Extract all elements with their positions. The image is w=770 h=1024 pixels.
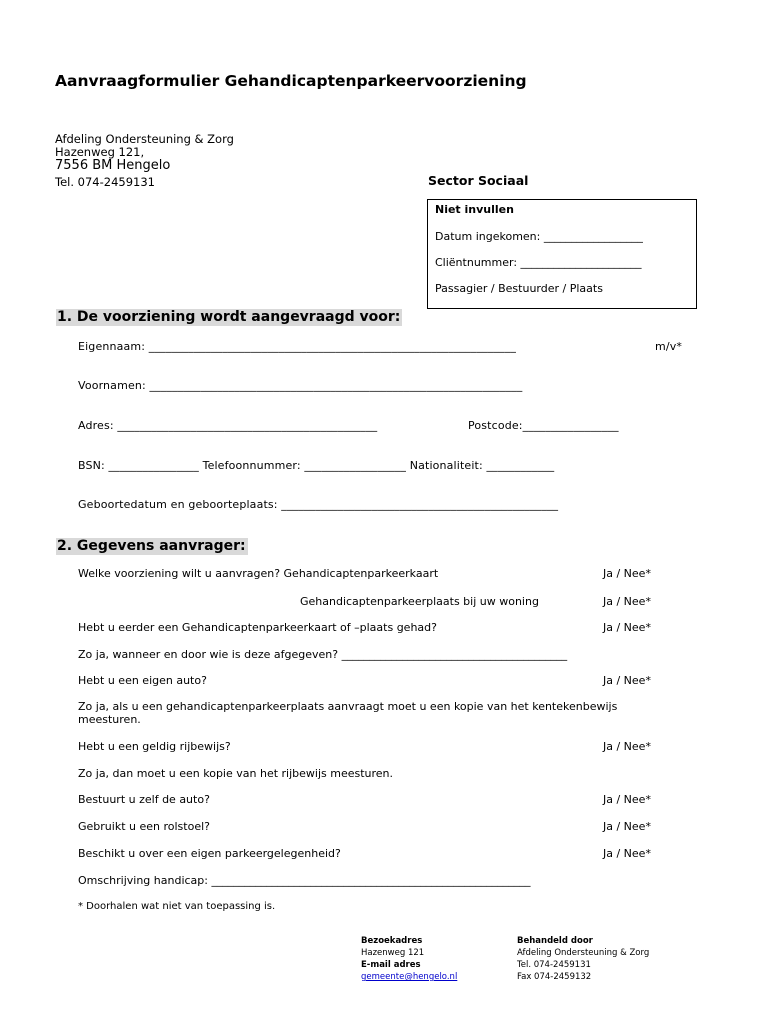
passenger-driver-place: Passagier / Bestuurder / Plaats: [435, 282, 603, 295]
birth-field[interactable]: Geboortedatum en geboorteplaats: _________________________________________________: [78, 498, 559, 511]
question-row: Bestuurt u zelf de auto?: [78, 793, 210, 806]
answer-option[interactable]: Ja / Nee*: [603, 595, 651, 608]
bsn-phone-nationality-fields[interactable]: BSN: ________________ Telefoonnummer: __________________ Nationaliteit: ____________: [78, 459, 555, 472]
handled-by-department: Afdeling Ondersteuning & Zorg: [517, 948, 650, 958]
form-title: Aanvraagformulier Gehandicaptenparkeervoorziening: [55, 72, 527, 90]
address-field[interactable]: Adres: ______________________________________________: [78, 419, 378, 432]
handled-by-phone: Tel. 074-2459131: [517, 960, 591, 970]
question-row: Hebt u een eigen auto?: [78, 674, 207, 687]
issued-by-field[interactable]: Zo ja, wanneer en door wie is deze afgegeven? _________________________________________: [78, 648, 568, 661]
info-text: Zo ja, dan moet u een kopie van het rijbewijs meesturen.: [78, 767, 394, 780]
question-row: Beschikt u over een eigen parkeergelegenheid?: [78, 847, 341, 860]
address-department: Afdeling Ondersteuning & Zorg: [55, 132, 234, 146]
section-1-heading: 1. De voorziening wordt aangevraagd voor:: [57, 309, 401, 325]
address-phone: Tel. 074-2459131: [55, 175, 155, 189]
client-number-field[interactable]: Cliëntnummer: ______________________: [435, 256, 642, 269]
postcode-field[interactable]: Postcode:_________________: [468, 419, 619, 432]
answer-option[interactable]: Ja / Nee*: [603, 847, 651, 860]
firstnames-field[interactable]: Voornamen: __________________________________________________________________: [78, 379, 523, 392]
question-row: Welke voorziening wilt u aanvragen? Gehandicaptenparkeerkaart: [78, 567, 439, 580]
answer-option[interactable]: Ja / Nee*: [603, 820, 651, 833]
answer-option[interactable]: Ja / Nee*: [603, 793, 651, 806]
visit-address-street: Hazenweg 121: [361, 948, 425, 958]
question-row: Gebruikt u een rolstoel?: [78, 820, 210, 833]
email-link[interactable]: gemeente@hengelo.nl: [361, 972, 458, 982]
gender-option[interactable]: m/v*: [655, 340, 683, 353]
question-row: Hebt u een geldig rijbewijs?: [78, 740, 231, 753]
question-row: Hebt u eerder een Gehandicaptenparkeerkaart of –plaats gehad?: [78, 621, 437, 634]
answer-option[interactable]: Ja / Nee*: [603, 674, 651, 687]
sector-label: Sector Sociaal: [428, 173, 529, 188]
office-box-heading: Niet invullen: [435, 203, 514, 216]
answer-option[interactable]: Ja / Nee*: [603, 740, 651, 753]
surname-field[interactable]: Eigennaam: _________________________________________________________________: [78, 340, 516, 353]
email-label: E-mail adres: [361, 960, 421, 970]
visit-address-label: Bezoekadres: [361, 936, 423, 946]
info-text: Zo ja, als u een gehandicaptenparkeerplaats aanvraagt moet u een kopie van het kentekenbewijs: [78, 700, 618, 713]
office-use-box: [427, 199, 697, 309]
footnote: * Doorhalen wat niet van toepassing is.: [78, 901, 276, 912]
address-city: 7556 BM Hengelo: [55, 158, 171, 173]
answer-option[interactable]: Ja / Nee*: [603, 621, 651, 634]
address-street: Hazenweg 121,: [55, 145, 145, 159]
handicap-description-field[interactable]: Omschrijving handicap: __________________________________________________________: [78, 874, 531, 887]
section-2-heading: 2. Gegevens aanvrager:: [57, 538, 246, 554]
info-text: meesturen.: [78, 713, 141, 726]
handled-by-label: Behandeld door: [517, 936, 593, 946]
received-date-field[interactable]: Datum ingekomen: __________________: [435, 230, 643, 243]
handled-by-fax: Fax 074-2459132: [517, 972, 592, 982]
question-row: Gehandicaptenparkeerplaats bij uw woning: [300, 595, 539, 608]
answer-option[interactable]: Ja / Nee*: [603, 567, 651, 580]
